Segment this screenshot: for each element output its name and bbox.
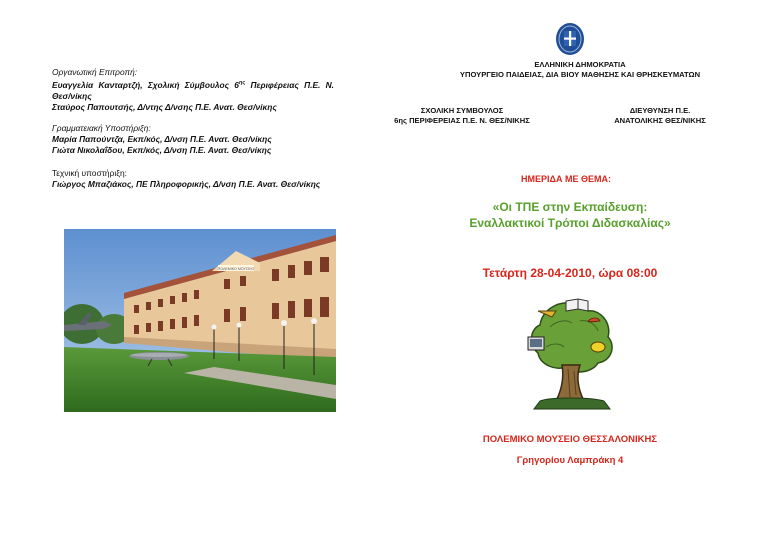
school-advisor-block <box>372 106 552 126</box>
ministry-label: ΥΠΟΥΡΓΕΙΟ ΠΑΙΔΕΙΑΣ, ΔΙΑ ΒΙΟΥ ΜΑΘΗΣΗΣ ΚΑΙ ΘΡΗΣΚΕΥΜΑΤΩΝ <box>459 70 701 79</box>
committee-heading: Οργανωτική Επιτροπή: <box>52 67 138 77</box>
directorate-title: ΔΙΕΥΘΥΝΣΗ Π.Ε. <box>629 106 691 115</box>
building-sign: ΠΟΛΕΜΙΚΟ ΜΟΥΣΕΙΟ <box>217 267 255 271</box>
secretariat-member-2: Γιώτα Νικολαΐδου, Εκπ/κός, Δ/νση Π.Ε. Ανατ. Θεσ/νίκης <box>52 145 272 155</box>
event-title <box>420 199 720 231</box>
museum-photo <box>64 229 336 412</box>
event-title-line1: «Οι ΤΠΕ στην Εκπαίδευση: <box>492 200 648 214</box>
event-title-line2: Εναλλακτικοί Τρόποι Διδασκαλίας» <box>469 216 671 230</box>
event-label: ΗΜΕΡΙΔΑ ΜΕ ΘΕΜΑ: <box>521 174 611 184</box>
secretariat-block <box>52 123 334 156</box>
directorate-block <box>600 106 720 126</box>
tech-member-1: Γιώργος Μπαζιάκος, ΠΕ Πληροφορικής, Δ/νση Π.Ε. Ανατ. Θεσ/νίκης <box>52 179 321 189</box>
venue-address: Γρηγορίου Λαμπράκη 4 <box>516 455 624 466</box>
event-date: Τετάρτη 28-04-2010, ώρα 08:00 <box>482 266 658 280</box>
tree-illustration <box>526 297 618 415</box>
museum-photo-illustration <box>64 229 336 412</box>
school-advisor-region: 6ης ΠΕΡΙΦΕΡΕΙΑΣ Π.Ε. Ν. ΘΕΣ/ΝΙΚΗΣ <box>394 116 530 125</box>
committee-member-2: Σταύρος Παπουτσής, Δ/ντης Δ/νσης Π.Ε. Ανατ. Θεσ/νίκης <box>52 101 277 112</box>
venue-name: ΠΟΛΕΜΙΚΟ ΜΟΥΣΕΙΟ ΘΕΣΣΑΛΟΝΙΚΗΣ <box>482 434 658 445</box>
tech-heading: Τεχνική υποστήριξη: <box>52 168 127 178</box>
ministry-header <box>400 60 760 80</box>
committee-member-1: Ευαγγελία Κανταρτζή, Σχολική Σύμβουλος $6^{\eta\varsigma}$ Περιφέρειας Π.Ε. Ν. Θεσ/νίκης <box>52 79 334 101</box>
secretariat-heading: Γραμματειακή Υποστήριξη: <box>52 123 151 133</box>
directorate-region: ΑΝΑΤΟΛΙΚΗΣ ΘΕΣ/ΝΙΚΗΣ <box>614 116 706 125</box>
greek-emblem-icon <box>555 22 585 56</box>
school-advisor-title: ΣΧΟΛΙΚΗ ΣΥΜΒΟΥΛΟΣ <box>420 106 504 115</box>
republic-label: ΕΛΛΗΝΙΚΗ ΔΗΜΟΚΡΑΤΙΑ <box>534 60 626 69</box>
committee-block <box>52 67 334 113</box>
secretariat-member-1: Μαρία Παπούντζα, Εκπ/κός, Δ/νση Π.Ε. Ανατ. Θεσ/νίκης <box>52 134 272 144</box>
tech-block <box>52 168 334 190</box>
